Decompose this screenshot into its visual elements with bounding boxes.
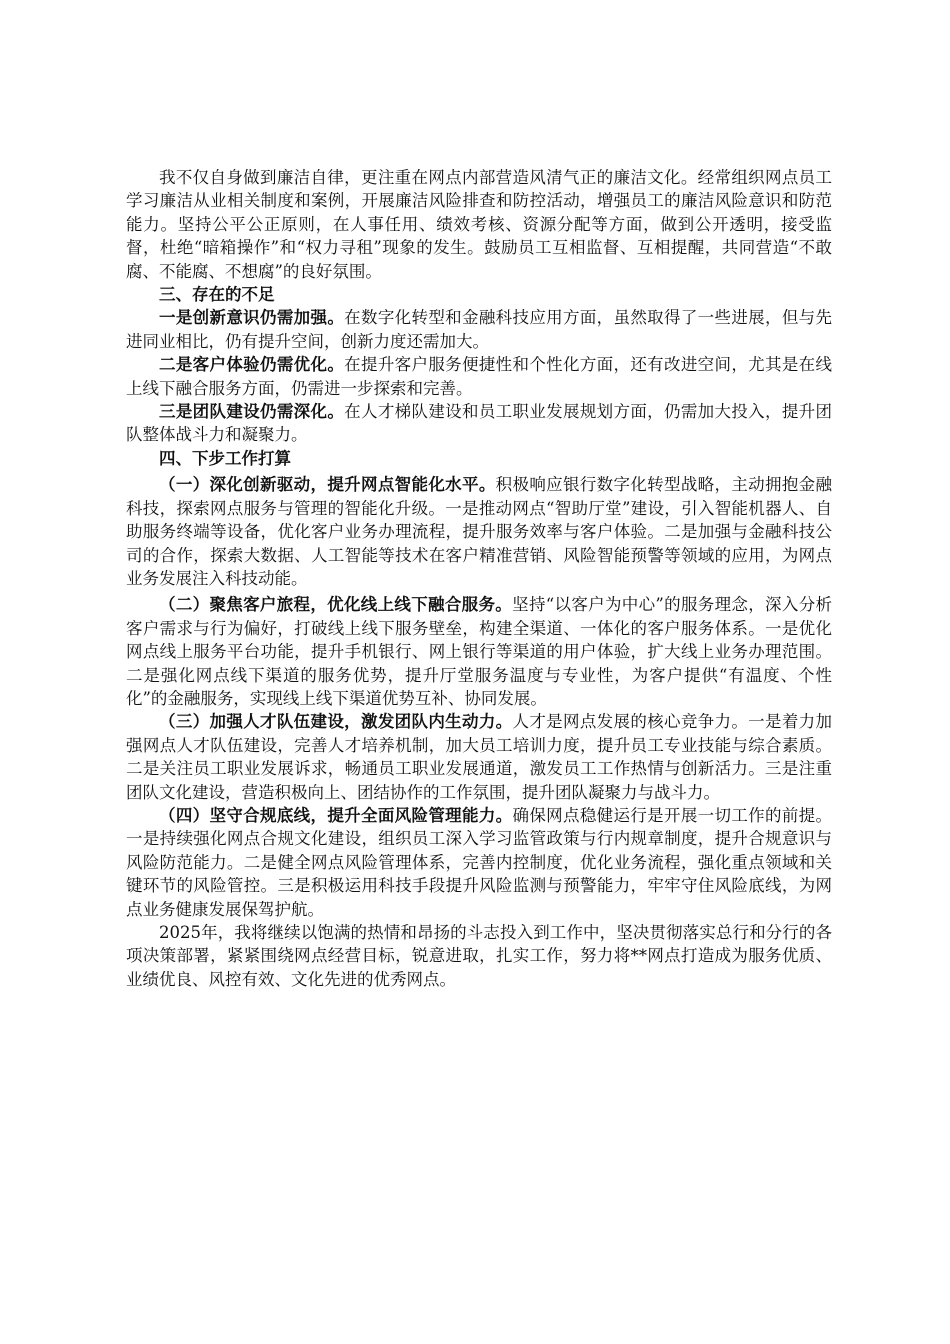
paragraph-integrity-culture: 我不仅自身做到廉洁自律，更注重在网点内部营造风清气正的廉洁文化。经常组织网点员工学习廉洁从业相关制度和案例，开展廉洁风险排查和防控活动，增强员工的廉洁风险意识和防范能力。坚持公平公正原则，在人事任用、绩效考核、资源分配等方面，做到公开透明，接受监督，杜绝“暗箱操作”和“权力寻租”现象的发生。鼓励员工互相监督、互相提醒，共同营造“不敢腐、不能腐、不想腐”的良好氛围。 [126, 168, 832, 281]
paragraph-plan-compliance [126, 804, 832, 921]
lead-phrase: 三是团队建设仍需深化。 [159, 402, 345, 422]
paragraph-text: 在数字化转型和金融科技应用方面，虽然取得了一些进展，但与先进同业相比，仍有提升空间，创新力度还需加大。 [126, 308, 833, 351]
paragraph-text: 确保网点稳健运行是开展一切工作的前提。一是持续强化网点合规文化建设，组织员工深入学习监管政策与行内规章制度，提升合规意识与风险防范能力。二是健全网点风险管理体系，完善内控制度，优化业务流程，强化重点领域和关键环节的风险管控。三是积极运用科技手段提升风险监测与预警能力，牢牢守住风险底线，为网点业务健康发展保驾护航。 [126, 805, 833, 919]
section-heading-next-steps: 四、下步工作打算 [159, 448, 291, 468]
lead-phrase: （二）聚焦客户旅程，优化线上线下融合服务。 [159, 595, 513, 615]
paragraph-text: 积极响应银行数字化转型战略，主动拥抱金融科技，探索网点服务与管理的智能化升级。一是推动网点“智助厅堂”建设，引入智能机器人、自助服务终端等设备，优化客户业务办理流程，提升服务效率与客户体验。二是加强与金融科技公司的合作，探索大数据、人工智能等技术在客户精准营销、风险智能预警等领域的应用，为网点业务发展注入科技动能。 [126, 475, 833, 588]
lead-phrase: 二是客户体验仍需优化。 [159, 355, 345, 375]
paragraph-closing: 2025年，我将继续以饱满的热情和昂扬的斗志投入到工作中，坚决贯彻落实总行和分行的各项决策部署，紧紧围绕网点经营目标，锐意进取，扎实工作，努力将**网点打造成为服务优质、业绩优良、风控有效、文化先进的优秀网点。 [126, 923, 832, 989]
paragraph-plan-talent [126, 710, 832, 804]
paragraph-plan-innovation [126, 473, 832, 590]
lead-phrase: （一）深化创新驱动，提升网点智能化水平。 [159, 475, 496, 495]
document-page [126, 166, 832, 991]
paragraph-shortcoming-customer [126, 353, 832, 400]
paragraph-shortcoming-team [126, 400, 832, 447]
paragraph-text: 坚持“以客户为中心”的服务理念，深入分析客户需求与行为偏好，打破线上线下服务壁垒，构建全渠道、一体化的客户服务体系。一是优化网点线上服务平台功能，提升手机银行、网上银行等渠道的用户体验，扩大线上业务办理范围。二是强化网点线下渠道的服务优势，提升厅堂服务温度与专业性，为客户提供“有温度、个性化”的金融服务，实现线上线下渠道优势互补、协同发展。 [126, 595, 833, 708]
paragraph-plan-customer-journey [126, 593, 832, 710]
paragraph-text: 人才是网点发展的核心竞争力。一是着力加强网点人才队伍建设，完善人才培养机制，加大员工培训力度，提升员工专业技能与综合素质。二是关注员工职业发展诉求，畅通员工职业发展通道，激发员工工作热情与创新活力。三是注重团队文化建设，营造积极向上、团结协作的工作氛围，提升团队凝聚力与战斗力。 [126, 712, 833, 802]
section-heading-shortcomings: 三、存在的不足 [159, 285, 275, 305]
paragraph-shortcoming-innovation [126, 306, 832, 353]
paragraph-text: 在提升客户服务便捷性和个性化方面，还有改进空间，尤其是在线上线下融合服务方面，仍需进一步探索和完善。 [126, 355, 833, 398]
paragraph-text: 在人才梯队建设和员工职业发展规划方面，仍需加大投入，提升团队整体战斗力和凝聚力。 [126, 402, 833, 445]
lead-phrase: 一是创新意识仍需加强。 [159, 308, 345, 328]
lead-phrase: （四）坚守合规底线，提升全面风险管理能力。 [159, 805, 513, 825]
lead-phrase: （三）加强人才队伍建设，激发团队内生动力。 [159, 712, 513, 732]
